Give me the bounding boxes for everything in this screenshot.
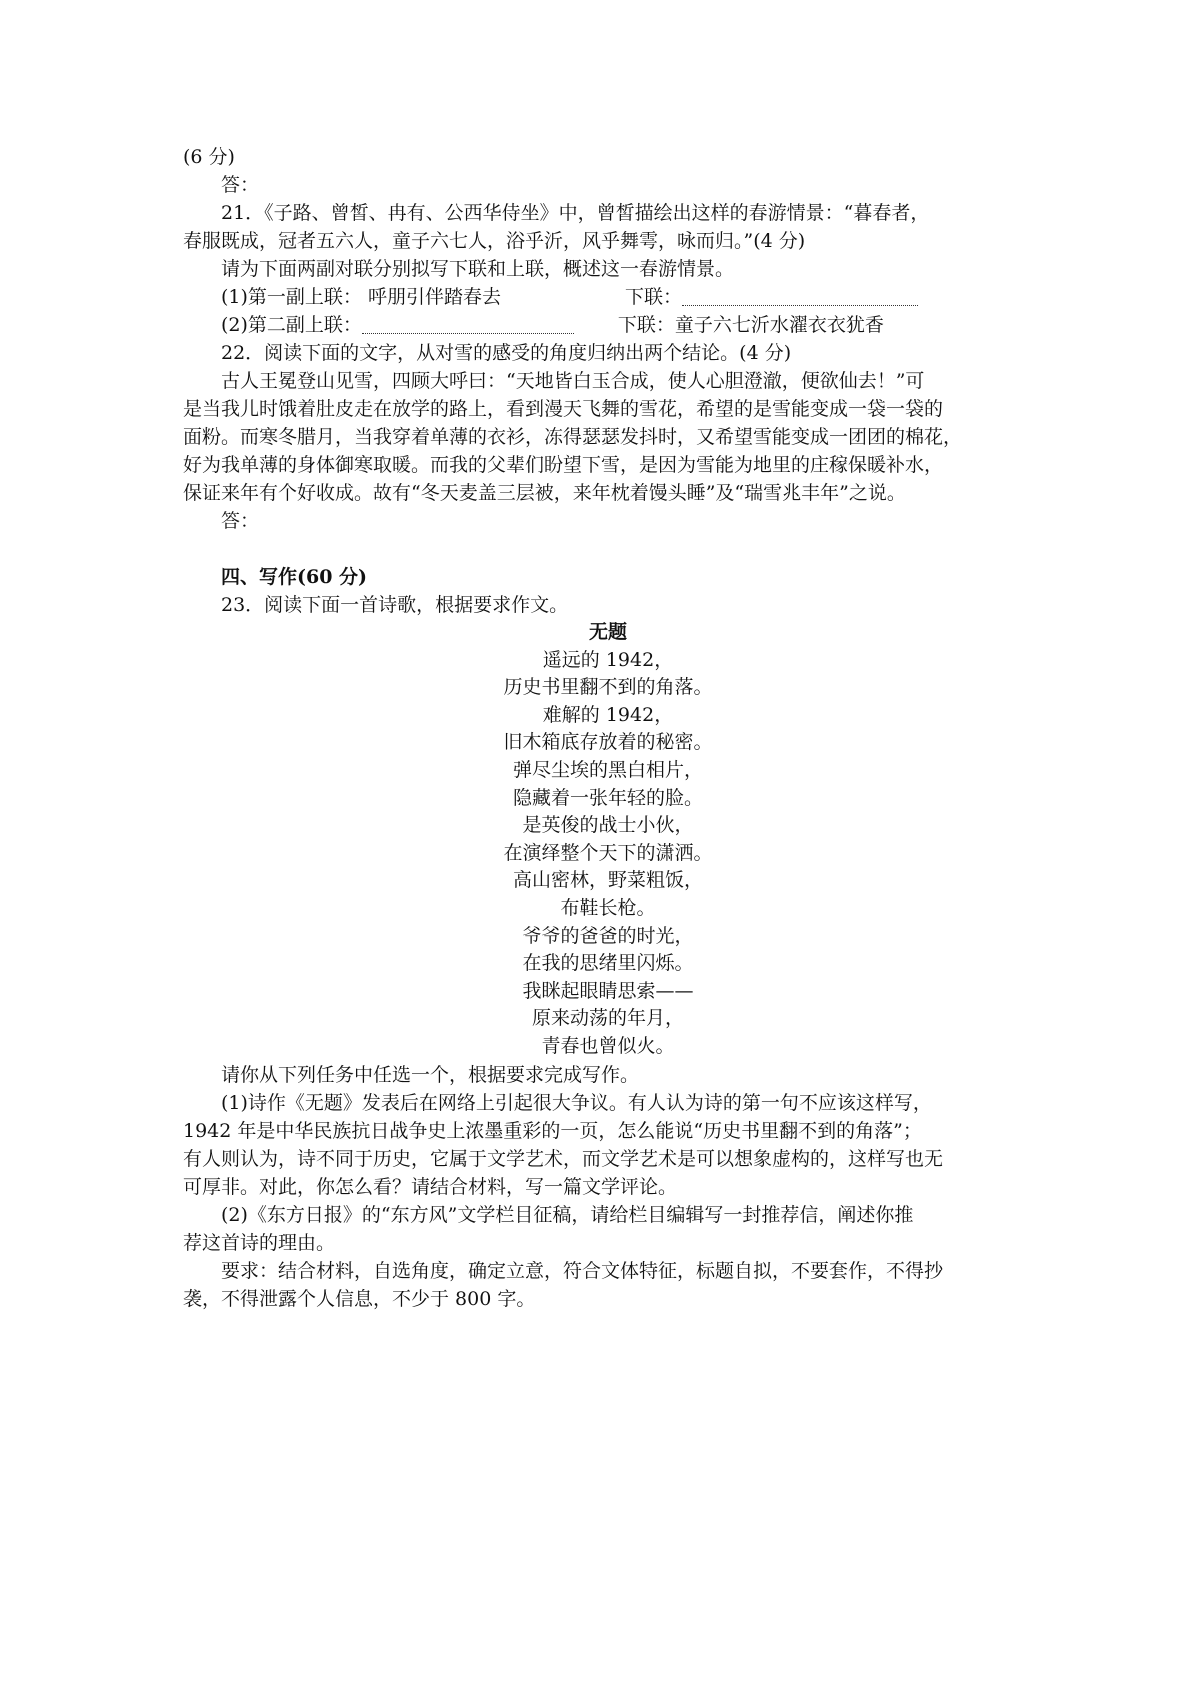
q23-task1-line2: 1942 年是中华民族抗日战争史上浓墨重彩的一页，怎么能说“历史书里翻不到的角落”； [183, 1119, 922, 1142]
q22-passage-line4: 好为我单薄的身体御寒取暖。而我的父辈们盼望下雪，是因为雪能为地里的庄稼保暖补水， [183, 454, 944, 476]
q23-task1-line4: 可厚非。对此，你怎么看？请结合材料，写一篇文学评论。 [183, 1175, 678, 1198]
q22-passage-line5: 保证来年有个好收成。故有“冬天麦盖三层被，来年枕着馒头睡”及“瑞雪兆丰年”之说。 [183, 482, 906, 504]
q20-answer-label: 答： [221, 174, 260, 196]
poem-line: 是英俊的战士小伙， [522, 814, 694, 837]
q21-stem-line2: 春服既成，冠者五六人，童子六七人，浴乎沂，风乎舞雩，咏而归。”(4 分) [183, 230, 806, 252]
poem-line: 青春也曾似火。 [541, 1034, 675, 1057]
q20-score: (6 分) [183, 146, 235, 168]
poem-line: 原来动荡的年月， [531, 1007, 684, 1030]
q21-stem-line1: 21．《子路、曾皙、冉有、公西华侍坐》中，曾皙描绘出这样的春游情景：“暮春者， [221, 202, 930, 224]
q23-requirements-line1: 要求：结合材料，自选角度，确定立意，符合文体特征，标题自拟，不要套作，不得抄 [221, 1259, 944, 1282]
poem-line: 在我的思绪里闪烁。 [522, 952, 694, 975]
couplet-2-lower: 下联：童子六七沂水濯衣衣犹香 [617, 314, 884, 336]
poem-line: 在演绎整个天下的潇洒。 [503, 841, 713, 864]
exam-page [183, 143, 1033, 1313]
poem-line: 难解的 1942， [542, 703, 674, 726]
q22-passage-line3: 面粉。而寒冬腊月，当我穿着单薄的衣衫，冻得瑟瑟发抖时，又希望雪能变成一团团的棉花， [183, 426, 963, 448]
couplet-2-upper-blank[interactable] [362, 332, 574, 334]
couplet-1-lower-label: 下联： [625, 286, 683, 308]
q22-answer-label: 答： [221, 510, 260, 532]
poem-line: 爷爷的爸爸的时光， [522, 924, 694, 947]
q23-stem: 23．阅读下面一首诗歌，根据要求作文。 [221, 594, 569, 616]
q22-passage-line1: 古人王冕登山见雪，四顾大呼曰：“天地皆白玉合成，使人心胆澄澈，便欲仙去！”可 [221, 370, 925, 392]
q23-task-intro: 请你从下列任务中任选一个，根据要求完成写作。 [221, 1063, 640, 1086]
poem-title: 无题 [588, 621, 627, 643]
poem-line: 历史书里翻不到的角落。 [503, 676, 713, 699]
poem-line: 我眯起眼睛思索—— [522, 979, 694, 1002]
q23-requirements-line2: 袭，不得泄露个人信息，不少于 800 字。 [183, 1287, 536, 1310]
q23-task1-line3: 有人则认为，诗不同于历史，它属于文学艺术，而文学艺术是可以想象虚构的，这样写也无 [183, 1147, 944, 1170]
q22-stem: 22．阅读下面的文字，从对雪的感受的角度归纳出两个结论。(4 分) [221, 342, 792, 364]
q22-passage-line2: 是当我儿时饿着肚皮走在放学的路上，看到漫天飞舞的雪花，希望的是雪能变成一袋一袋的 [183, 398, 944, 420]
poem-line: 布鞋长枪。 [560, 896, 656, 919]
q23-task1-line1: (1)诗作《无题》发表后在网络上引起很大争议。有人认为诗的第一句不应该这样写， [221, 1091, 932, 1114]
poem-line: 高山密林，野菜粗饭， [512, 869, 703, 892]
poem-line: 弹尽尘埃的黑白相片， [512, 758, 703, 781]
q21-couplet-1 [183, 283, 1033, 311]
q23-task2-line2: 荐这首诗的理由。 [183, 1231, 336, 1254]
couplet-2-upper-label: (2)第二副上联： [221, 314, 362, 336]
poem-line: 隐藏着一张年轻的脸。 [512, 786, 703, 809]
q21-couplet-2 [183, 311, 1033, 339]
q21-prompt: 请为下面两副对联分别拟写下联和上联，概述这一春游情景。 [221, 258, 735, 280]
poem-line: 旧木箱底存放着的秘密。 [503, 731, 713, 754]
couplet-1-lower-blank[interactable] [682, 304, 918, 306]
poem-line: 遥远的 1942， [542, 648, 674, 671]
couplet-1-upper: (1)第一副上联： 呼朋引伴踏春去 [221, 286, 501, 308]
poem [183, 619, 1033, 1061]
q23-task2-line1: (2)《东方日报》的“东方风”文学栏目征稿，请给栏目编辑写一封推荐信，阐述你推 [221, 1203, 914, 1226]
section-writing-title: 四、写作(60 分) [221, 566, 368, 588]
